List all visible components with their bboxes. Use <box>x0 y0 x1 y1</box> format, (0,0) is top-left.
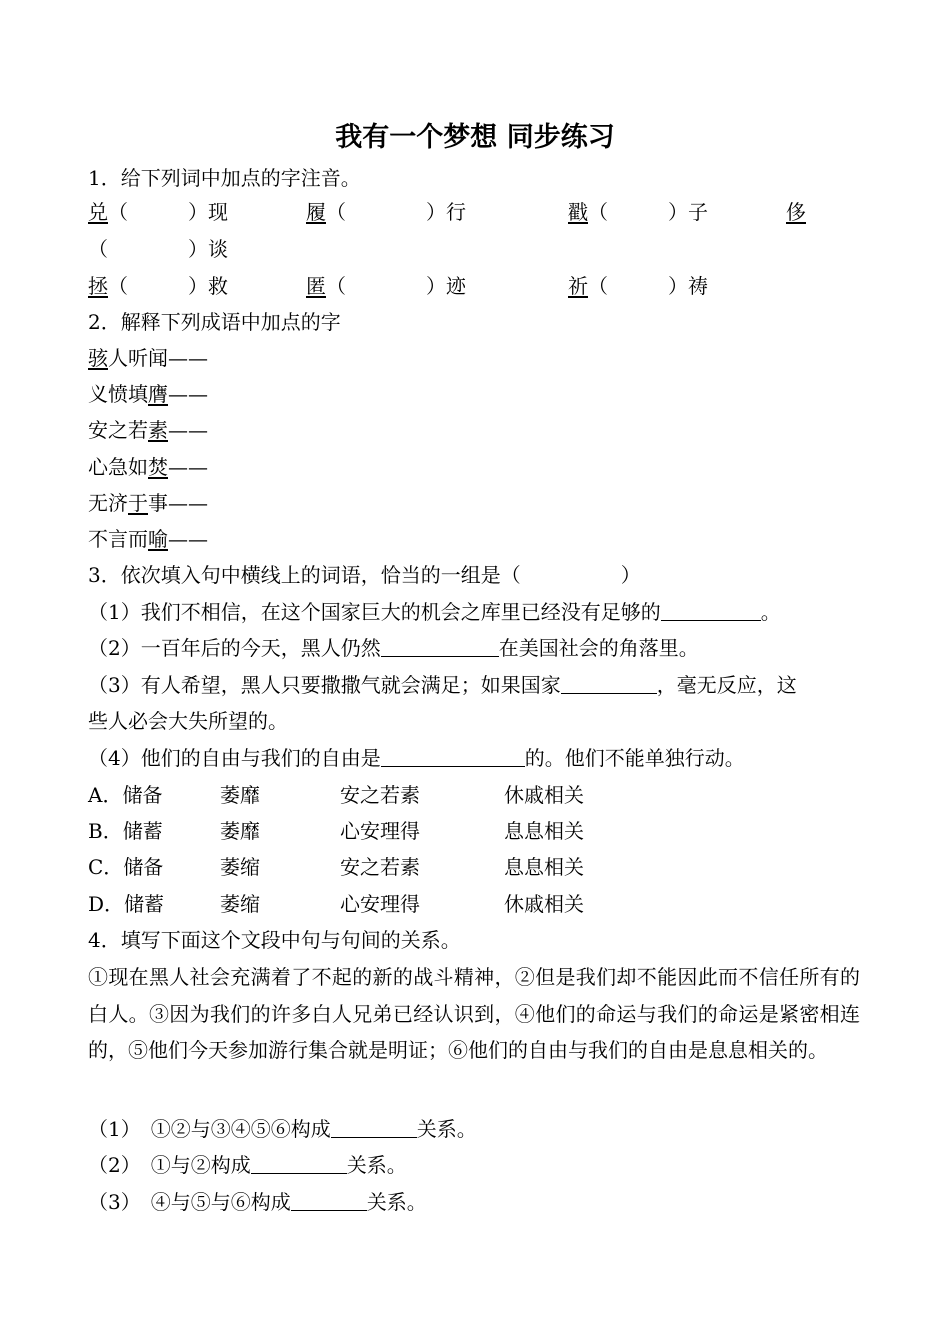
q4-sub-2: （2） ①与②构成 关系。 <box>88 1147 862 1183</box>
q1-row2 <box>88 268 862 304</box>
idiom-item: 骇人听闻—— <box>88 346 208 370</box>
idiom-item: 安之若素—— <box>88 418 208 442</box>
q3-sentence-3-cont: 些人必会大失所望的。 <box>88 709 288 733</box>
answer-blank[interactable] <box>291 1186 367 1211</box>
dotted-char: 喻 <box>148 527 168 551</box>
q4-passage: ①现在黑人社会充满着了不起的新的战斗精神，②但是我们却不能因此而不信任所有的白人。③因为我们的许多白人兄弟已经认识到，④他们的命运与我们的命运是紧密相连的，⑤他们今天参加游行集合就是明证；⑥他们的自由与我们的自由是息息相关的。 <box>88 965 860 1062</box>
q1-item <box>786 194 806 230</box>
option-b[interactable]: B．储蓄 萎靡 心安理得 息息相关 <box>88 819 584 843</box>
answer-blank[interactable] <box>381 742 525 767</box>
answer-blank[interactable] <box>661 596 761 621</box>
dotted-char: 膺 <box>148 382 168 406</box>
q1-item: 拯（ ）救 <box>88 274 228 298</box>
dotted-char: 侈 <box>786 200 806 224</box>
q1-item: 履（ ）行 <box>306 200 466 224</box>
q1-item: 匿（ ）迹 <box>306 274 466 298</box>
page-title: 我有一个梦想 同步练习 <box>335 122 615 153</box>
idiom-item: 义愤填膺—— <box>88 382 208 406</box>
q1-item: 兑（ ）现 <box>88 200 228 224</box>
answer-blank[interactable] <box>561 669 657 694</box>
idiom-item: 心急如焚—— <box>88 455 208 479</box>
idiom-item: 无济于事—— <box>88 491 208 515</box>
option-d[interactable]: D．储蓄 萎缩 心安理得 休戚相关 <box>88 892 584 916</box>
answer-blank[interactable] <box>251 1149 347 1174</box>
q4-sub-3: （3） ④与⑤与⑥构成 关系。 <box>88 1184 862 1220</box>
q3-sentence-4: （4）他们的自由与我们的自由是 的。他们不能单独行动。 <box>88 740 862 776</box>
q1-heading: 1．给下列词中加点的字注音。 <box>88 166 361 190</box>
q4-heading: 4．填写下面这个文段中句与句间的关系。 <box>88 928 461 952</box>
dotted-char: 兑 <box>88 200 108 224</box>
q1-row1 <box>88 194 862 230</box>
dotted-char: 于 <box>128 491 148 515</box>
option-a[interactable]: A．储备 萎靡 安之若素 休戚相关 <box>88 783 584 807</box>
dotted-char: 履 <box>306 200 326 224</box>
q1-item: 戳（ ）子 <box>568 200 708 224</box>
option-c[interactable]: C．储备 萎缩 安之若素 息息相关 <box>88 855 584 879</box>
q3-sentence-2: （2）一百年后的今天，黑人仍然 在美国社会的角落里。 <box>88 630 862 666</box>
q3-sentence-3: （3）有人希望，黑人只要撒撒气就会满足；如果国家 ，毫无反应，这 <box>88 667 862 703</box>
q1-row1-continued: （ ）谈 <box>88 237 228 261</box>
answer-blank[interactable] <box>331 1113 417 1138</box>
dotted-char: 戳 <box>568 200 588 224</box>
q1-item: 祈（ ）祷 <box>568 274 708 298</box>
idiom-item: 不言而喻—— <box>88 527 208 551</box>
dotted-char: 骇 <box>88 346 108 370</box>
q2-heading: 2．解释下列成语中加点的字 <box>88 310 341 334</box>
dotted-char: 拯 <box>88 274 108 298</box>
q3-heading: 3．依次填入句中横线上的词语，恰当的一组是（ ） <box>88 563 641 587</box>
dotted-char: 素 <box>148 418 168 442</box>
q3-sentence-1: （1）我们不相信，在这个国家巨大的机会之库里已经没有足够的 。 <box>88 594 862 630</box>
dotted-char: 祈 <box>568 274 588 298</box>
dotted-char: 匿 <box>306 274 326 298</box>
q4-sub-1: （1） ①②与③④⑤⑥构成 关系。 <box>88 1111 862 1147</box>
dotted-char: 焚 <box>148 455 168 479</box>
answer-blank[interactable] <box>381 632 499 657</box>
